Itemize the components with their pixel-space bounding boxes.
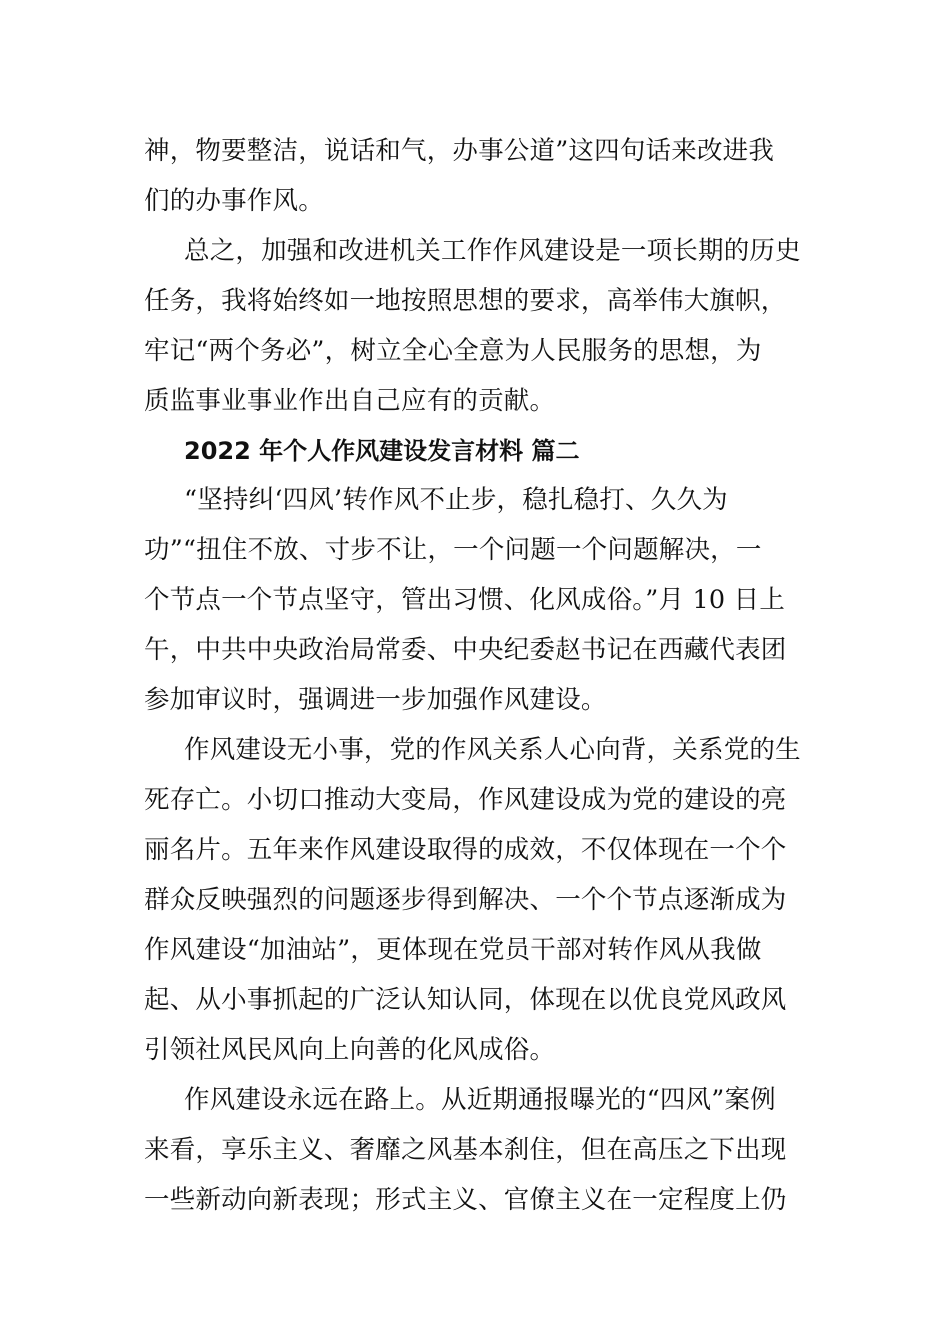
body-text-line: 来看，享乐主义、奢靡之风基本刹住，但在高压之下出现 <box>144 1135 787 1165</box>
body-text-line: 午，中共中央政治局常委、中央纪委赵书记在西藏代表团 <box>144 635 787 665</box>
body-text-line: 死存亡。小切口推动大变局，作风建设成为党的建设的亮 <box>144 785 787 815</box>
body-text-line: 牢记“两个务必”，树立全心全意为人民服务的思想，为 <box>144 336 762 366</box>
body-text-line: 群众反映强烈的问题逐步得到解决、一个个节点逐渐成为 <box>144 885 787 915</box>
body-text-line: 作风建设无小事，党的作风关系人心向背，关系党的生 <box>184 735 801 765</box>
body-text-line: 们的办事作风。 <box>144 186 324 216</box>
body-text-line: 神，物要整洁，说话和气，办事公道”这四句话来改进我 <box>144 136 775 166</box>
body-text-line: 起、从小事抓起的广泛认知认同，体现在以优良党风政风 <box>144 985 787 1015</box>
body-text-line: 功”“扭住不放、寸步不让，一个问题一个问题解决，一 <box>144 535 762 565</box>
body-text-line: 丽名片。五年来作风建设取得的成效，不仅体现在一个个 <box>144 835 787 865</box>
body-text-line: 总之，加强和改进机关工作作风建设是一项长期的历史 <box>184 236 801 266</box>
body-text-line: 任务，我将始终如一地按照思想的要求，高举伟大旗帜， <box>144 286 787 316</box>
body-text-line: 质监事业事业作出自己应有的贡献。 <box>144 386 556 416</box>
section-heading: 2022 年个人作风建设发言材料 篇二 <box>184 437 580 465</box>
body-text-line: 个节点一个节点坚守，管出习惯、化风成俗。”月 10 日上 <box>144 585 786 615</box>
body-text-line: 作风建设永远在路上。从近期通报曝光的“四风”案例 <box>184 1085 776 1115</box>
body-text-line: 引领社风民风向上向善的化风成俗。 <box>144 1035 556 1065</box>
body-text-line: 一些新动向新表现；形式主义、官僚主义在一定程度上仍 <box>144 1185 787 1215</box>
body-text-line: 参加审议时，强调进一步加强作风建设。 <box>144 685 607 715</box>
body-text-line: “坚持纠‘四风’转作风不止步，稳扎稳打、久久为 <box>184 485 728 515</box>
body-text-line: 作风建设“加油站”，更体现在党员干部对转作风从我做 <box>144 935 762 965</box>
